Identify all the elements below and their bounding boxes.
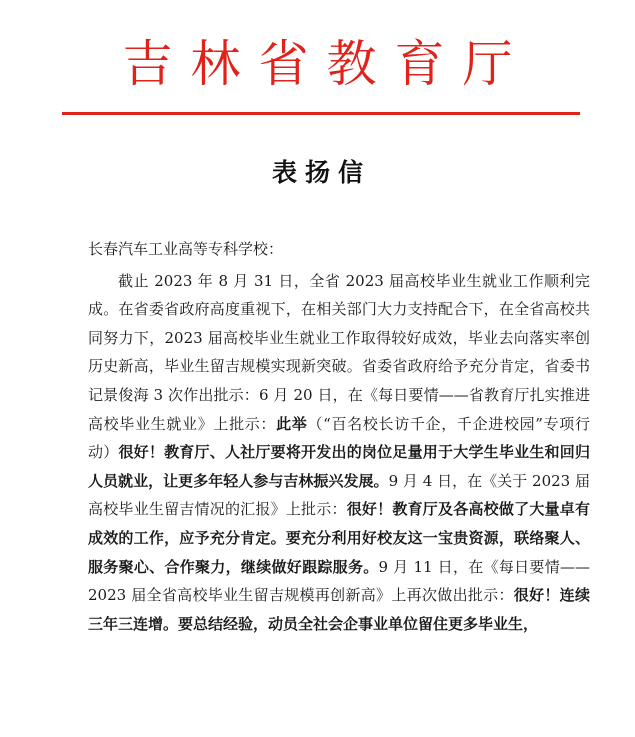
instruction-quote: 很好！连续三年三连增。要总结经验，动员全社会企事业单位留住更多毕业生， — [88, 586, 590, 633]
paragraph-text: 9 月 4 日，在《关于 2023 届高校毕业生留吉情况的汇报》上批示： — [88, 471, 590, 519]
paragraph-text: 截止 2023 年 8 月 31 日，全省 2023 届高校毕业生就业工作顺利完成。在省委省政府高度重视下，在相关部门大力支持配合下，在全省高校共同努力下，2023 届高校毕业生就业工作取得较好成效，毕业去向落实率创历史新高，毕业生留吉规模实现新突破。省委省政府给予充分肯定，省委书记景俊海 3 次作出批示：6 月 20 日，在《每日要情——省教育厅扎实推进高校毕业生就业》上批示： — [88, 271, 590, 433]
paragraph-text: 9 月 11 日，在《每日要情——2023 届全省高校毕业生留吉规模再创新高》上再次做出批示： — [88, 557, 590, 605]
salutation: 长春汽车工业高等专科学校： — [88, 240, 284, 258]
instruction-quote: 很好！教育厅、人社厅要将开发出的岗位足量用于大学生毕业生和回归人员就业，让更多年轻人参与吉林振兴发展。 — [88, 443, 590, 490]
instruction-quote: 此举 — [276, 414, 308, 433]
letterhead-org-name: 吉林省教育厅 — [122, 35, 531, 93]
letter-body — [88, 235, 590, 638]
instruction-quote: 很好！教育厅及各高校做了大量卓有成效的工作，应予充分肯定。要充分利用好校友这一宝贵资源，联络聚人、服务聚心、合作聚力，继续做好跟踪服务。 — [88, 500, 590, 576]
body-paragraph — [88, 267, 590, 639]
letterhead-red-rule — [62, 112, 580, 115]
document-title: 表扬信 — [271, 158, 371, 187]
paragraph-text: （“百名校长访千企，千企进校园”专项行动） — [88, 414, 590, 462]
